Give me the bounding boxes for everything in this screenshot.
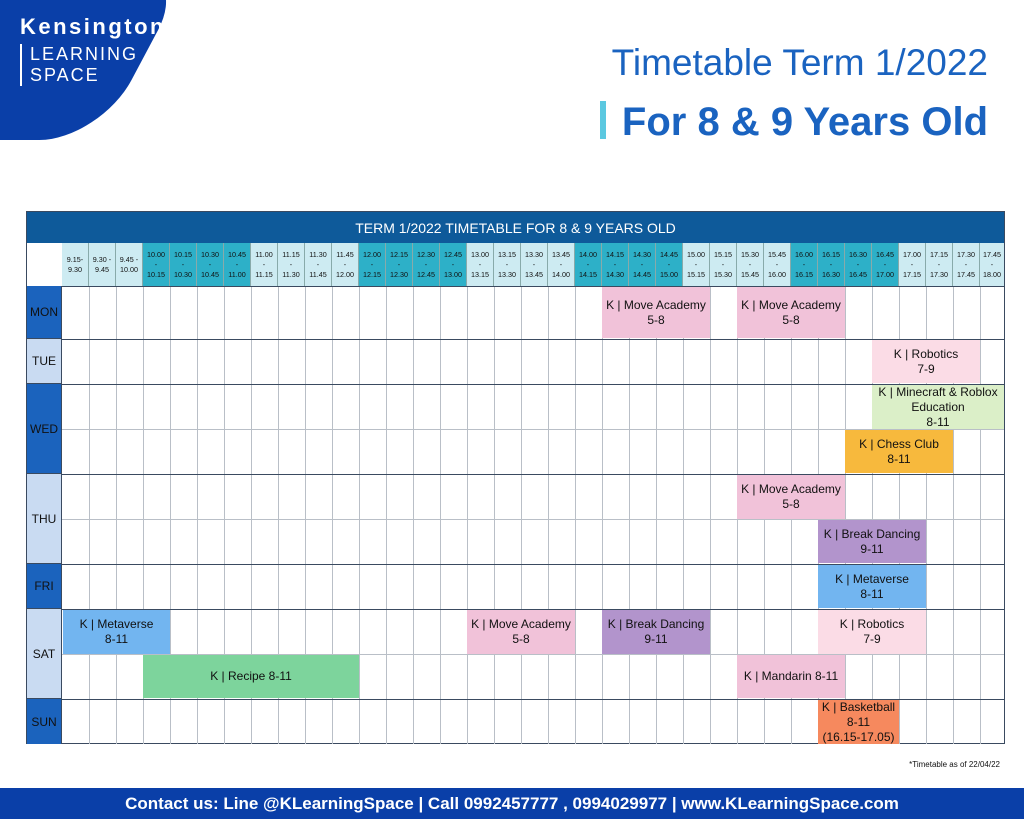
event-sat-recipe[interactable]: K | Recipe 8-11 bbox=[143, 655, 359, 698]
page-subtitle bbox=[600, 100, 988, 145]
time-slot: 17.15 - 17.30 bbox=[926, 243, 953, 286]
time-slot: 9.45 - 10.00 bbox=[116, 243, 143, 286]
time-slot: 11.00 - 11.15 bbox=[251, 243, 278, 286]
grid-column-line bbox=[494, 286, 495, 744]
grid-column-line bbox=[629, 286, 630, 744]
event-wed-minecraft-roblox[interactable]: K | Minecraft & Roblox Education 8-11 bbox=[872, 385, 1004, 429]
time-slot: 14.30 - 14.45 bbox=[629, 243, 656, 286]
grid-row-line bbox=[62, 384, 1004, 385]
time-slot: 16.15 - 16.30 bbox=[818, 243, 845, 286]
time-slot: 12.30 - 12.45 bbox=[413, 243, 440, 286]
time-slot: 10.45 - 11.00 bbox=[224, 243, 251, 286]
grid-column-line bbox=[467, 286, 468, 744]
event-tue-robotics[interactable]: K | Robotics 7-9 bbox=[872, 340, 980, 383]
grid-column-line bbox=[548, 286, 549, 744]
day-label-fri: FRI bbox=[27, 564, 62, 609]
time-slot: 17.00 - 17.15 bbox=[899, 243, 926, 286]
time-slot: 14.45 - 15.00 bbox=[656, 243, 683, 286]
time-slot: 17.45 - 18.00 bbox=[980, 243, 1004, 286]
grid-column-line bbox=[359, 286, 360, 744]
day-label-sun: SUN bbox=[27, 699, 62, 744]
time-slot: 14.00 - 14.15 bbox=[575, 243, 602, 286]
time-slot: 16.45 - 17.00 bbox=[872, 243, 899, 286]
time-slot: 10.30 - 10.45 bbox=[197, 243, 224, 286]
day-label-mon: MON bbox=[27, 286, 62, 339]
grid-column-line bbox=[656, 286, 657, 744]
time-slot: 13.45 - 14.00 bbox=[548, 243, 575, 286]
logo-line3: SPACE bbox=[30, 65, 100, 85]
time-slot: 11.45 - 12.00 bbox=[332, 243, 359, 286]
time-slot: 12.00 - 12.15 bbox=[359, 243, 386, 286]
grid-column-line bbox=[116, 286, 117, 744]
day-label-tue: TUE bbox=[27, 339, 62, 384]
grid-column-line bbox=[710, 286, 711, 744]
event-sat-metaverse[interactable]: K | Metaverse 8-11 bbox=[63, 610, 170, 654]
page-subtitle-text: For 8 & 9 Years Old bbox=[621, 100, 988, 144]
event-thu-move-academy[interactable]: K | Move Academy 5-8 bbox=[737, 475, 845, 519]
time-slot: 11.30 - 11.45 bbox=[305, 243, 332, 286]
grid-column-line bbox=[575, 286, 576, 744]
grid-column-line bbox=[386, 286, 387, 744]
grid-column-line bbox=[440, 286, 441, 744]
timetable bbox=[26, 211, 1005, 744]
event-wed-chess-club[interactable]: K | Chess Club 8-11 bbox=[845, 430, 953, 473]
event-mon-move-academy-2[interactable]: K | Move Academy 5-8 bbox=[737, 287, 845, 338]
time-slot: 10.00 - 10.15 bbox=[143, 243, 170, 286]
grid-column-line bbox=[602, 286, 603, 744]
day-label-wed: WED bbox=[27, 384, 62, 474]
time-slot: 13.00 - 13.15 bbox=[467, 243, 494, 286]
time-slot: 17.30 - 17.45 bbox=[953, 243, 980, 286]
time-slot: 15.30 - 15.45 bbox=[737, 243, 764, 286]
time-slot: 15.00 - 15.15 bbox=[683, 243, 710, 286]
time-slot: 12.15 - 12.30 bbox=[386, 243, 413, 286]
grid-row-line bbox=[62, 339, 1004, 340]
time-slot: 9.30 - 9.45 bbox=[89, 243, 116, 286]
time-slot: 11.15 - 11.30 bbox=[278, 243, 305, 286]
time-slot: 16.30 - 16.45 bbox=[845, 243, 872, 286]
logo-sub bbox=[20, 44, 166, 86]
grid-column-line bbox=[521, 286, 522, 744]
time-slot: 12.45 - 13.00 bbox=[440, 243, 467, 286]
grid-column-line bbox=[683, 286, 684, 744]
timetable-header: TERM 1/2022 TIMETABLE FOR 8 & 9 YEARS OLD bbox=[27, 212, 1004, 243]
event-mon-move-academy-1[interactable]: K | Move Academy 5-8 bbox=[602, 287, 710, 338]
grid-column-line bbox=[89, 286, 90, 744]
event-sat-robotics[interactable]: K | Robotics 7-9 bbox=[818, 610, 926, 654]
grid-row-line bbox=[62, 474, 1004, 475]
event-sun-basketball[interactable]: K | Basketball 8-11 (16.15-17.05) bbox=[818, 700, 899, 744]
time-slot: 14.15 - 14.30 bbox=[602, 243, 629, 286]
time-slot: 15.45 - 16.00 bbox=[764, 243, 791, 286]
event-thu-break-dancing[interactable]: K | Break Dancing 9-11 bbox=[818, 520, 926, 563]
time-slot: 16.00 - 16.15 bbox=[791, 243, 818, 286]
event-sat-move-academy[interactable]: K | Move Academy 5-8 bbox=[467, 610, 575, 654]
event-sat-mandarin[interactable]: K | Mandarin 8-11 bbox=[737, 655, 845, 698]
event-fri-metaverse[interactable]: K | Metaverse 8-11 bbox=[818, 565, 926, 608]
page-title: Timetable Term 1/2022 bbox=[611, 42, 988, 83]
timetable-note: *Timetable as of 22/04/22 bbox=[909, 760, 1000, 769]
day-label-sat: SAT bbox=[27, 609, 62, 699]
grid-column-line bbox=[845, 286, 846, 744]
day-label-thu: THU bbox=[27, 474, 62, 564]
time-slot: 10.15 - 10.30 bbox=[170, 243, 197, 286]
time-slot: 13.15 - 13.30 bbox=[494, 243, 521, 286]
footer-contact: Contact us: Line @KLearningSpace | Call 0992457777 , 0994029977 | www.KLearningSpace.com bbox=[0, 788, 1024, 819]
grid-column-line bbox=[980, 286, 981, 744]
logo bbox=[20, 14, 166, 86]
time-slot: 9.15- 9.30 bbox=[62, 243, 89, 286]
logo-line2: LEARNING bbox=[30, 44, 139, 64]
header-bottom-line bbox=[27, 286, 1004, 287]
time-slot: 15.15 - 15.30 bbox=[710, 243, 737, 286]
event-sat-break-dancing[interactable]: K | Break Dancing 9-11 bbox=[602, 610, 710, 654]
time-slot: 13.30 - 13.45 bbox=[521, 243, 548, 286]
grid-column-line bbox=[413, 286, 414, 744]
title-accent-bar bbox=[600, 101, 606, 139]
logo-line1: Kensington bbox=[20, 14, 166, 39]
